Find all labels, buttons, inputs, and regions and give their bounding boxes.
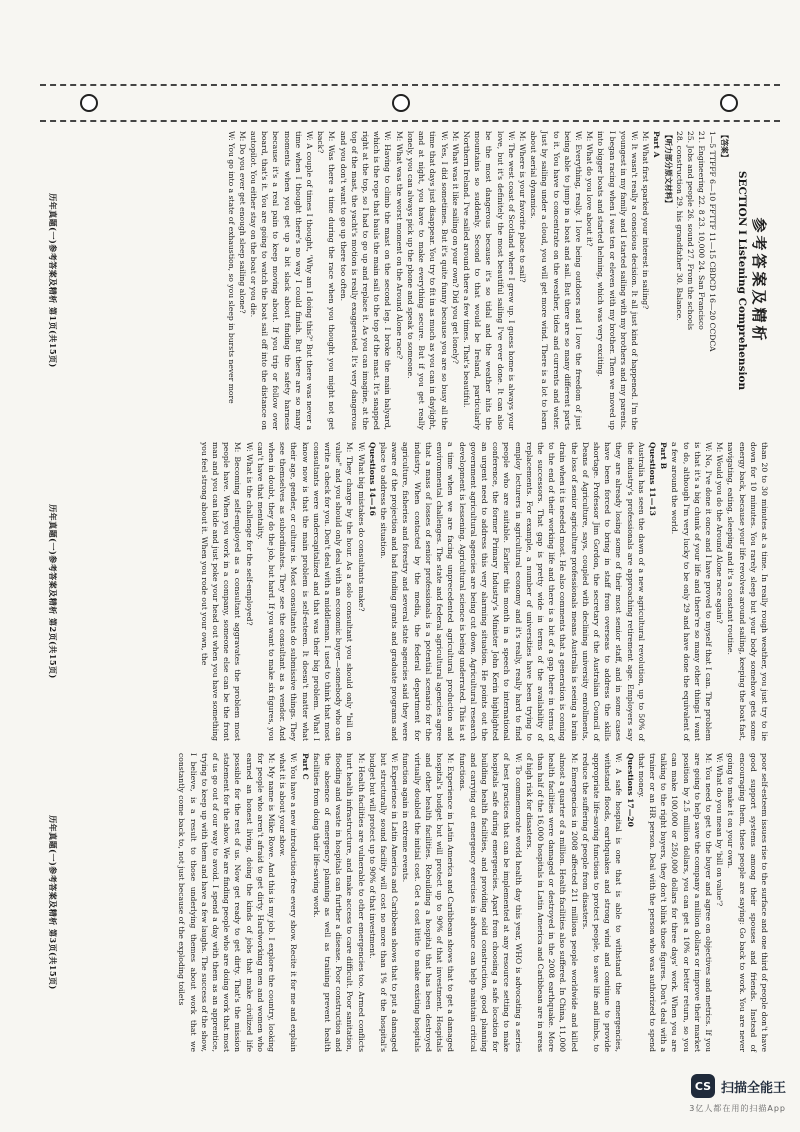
scanner-watermark bbox=[691, 1074, 786, 1098]
column-1-text bbox=[225, 131, 729, 430]
paragraph: W: No, I've done it once and I have proved to myself that I can. The problem is that it's a big chunk of your life and there're so many other things I want to do, although I'm very lucky to be only 29 and have done the equivalent of a few around the world. bbox=[670, 442, 713, 741]
watermark-tagline: 3亿人都在用的扫描App bbox=[689, 1104, 786, 1113]
column-3-text bbox=[176, 753, 770, 1052]
paragraph: 25. Jobs and people 26. sound 27. From the schools bbox=[685, 131, 695, 331]
paragraph: Part A bbox=[652, 131, 662, 158]
page-footer: 历年真题(一)参考答案及精析 第2页(共15页) bbox=[48, 504, 59, 679]
camscanner-logo-icon: CS bbox=[691, 1074, 715, 1098]
paragraph: W: Everything, really. I love being outdoors and I love the freedom of just being able to jump in a boat and sail. But there are so many different parts to it. You have to concentrate on the weather, tides and currents and water. Just by sailing under a cloud, you will get more wind. There is a lot to learn about aerial dynamics. bbox=[529, 131, 583, 430]
paragraph: M: Experience in Latin America and Caribbean shows that to get a damaged hospital's budget but will protect up to 90% of that investment. Hospitals and other health facilities. Rebuilding a hospital that has been destroyed virtually doubled the initial cost. Get a cost little to make existing hospitals function again in extreme events. bbox=[401, 753, 456, 1052]
paragraph: W: You have a new introduction-free every show. Recite it for me and explain what it is about your show. bbox=[278, 753, 299, 1052]
paragraph: W: What do you mean by 'bill on value'? bbox=[715, 753, 725, 907]
paragraph: W: A safe hospital is one that is able to withstand the emergencies, withstand floods, earthquakes and strong wind and continue to provide appropriate life-saving functions to protect people, to save life and limbs, to reduce the suffering of people from disasters. bbox=[580, 753, 624, 1052]
punch-hole-icon bbox=[80, 94, 98, 112]
paragraph: M: What was the worst moment on the Around Alone race? bbox=[394, 131, 404, 360]
paragraph: Questions 14—16 bbox=[367, 442, 377, 516]
paragraph: W: The west coast of Scotland where I grew up. I guess home is always your love, but it's definitely the most beautiful sailing I've ever done. It can also be the most dangerous because it's so tidal and the weather hits the mountains so suddenly. Second to that would be Ireland, particularly Northern Ireland. I've sailed around there a few times. That's beautiful. bbox=[461, 131, 516, 430]
paragraph: M: Health facilities are vulnerable to other emergencies too. Armed conflicts hurt health infrastructure, and make access to care difficult. Poor sanitation, flooding and waste in hospitals can further a disease. Poor construction and the absence of emergency planning as well as training prevent health facilities from doing their life-saving work. bbox=[311, 753, 366, 1052]
column-2 bbox=[45, 436, 770, 747]
paragraph: than 20 to 30 minutes at a time. In really rough weather, you just try to lie down for 10 minutes. You rarely sleep but your body somehow gets some energy back, because your life revolves around sailing, keeping the boat fast, navigating, eating, sleeping and it's a constant routine. bbox=[726, 442, 769, 741]
paragraph: M: Would you do the Around Alone race again? bbox=[715, 442, 725, 624]
rotated-content bbox=[45, 125, 770, 1060]
paragraph: M: Do you ever get enough sleep sailing alone? bbox=[237, 131, 247, 314]
paragraph: M: What was it like sailing on your own? Did you get lonely? bbox=[450, 131, 460, 364]
paragraph: 【听力部分原文材料】 bbox=[663, 131, 673, 207]
page-title: 参考答案及精析 bbox=[750, 217, 768, 344]
paragraph: 1—5 TTFFF 6—10 FFTTF 11—15 CBDCD 16—20 CCDCA bbox=[708, 131, 718, 352]
punch-hole-icon bbox=[392, 94, 410, 112]
paragraph: M: What first sparked your interest in sailing? bbox=[641, 131, 651, 310]
paragraph: M: My name is Mike Rowe. And this is my job. I explore the country, looking for people who aren't afraid to get dirty. Hardworking men and women who earned an honest living, doing the kinds of jobs that make civilized life possible for the rest of us. Now get ready to get dirty. That's the mission statement for the show. We are finding people who are doing work that most of us go out of our way to avoid. I spend a day with them as an apprentice, trying to keep up with them and have a few laughs. The success of the show, I believe, is a result to those underlying themes about work that we constantly come back to, not just because of the exploding toilets bbox=[177, 753, 277, 1052]
watermark-name: 扫描全能王 bbox=[720, 1080, 786, 1096]
paragraph: W: What is the challenge for the self-employed? bbox=[244, 442, 254, 626]
column-2-text bbox=[199, 442, 770, 741]
binding-strip bbox=[40, 84, 780, 122]
column-1 bbox=[45, 125, 770, 436]
paragraph: W: Experience in Latin America and Caribbean shows that to put a damaged but structurally sound facility will cost no more than 1% of the hospital's budget but will protect up to 90% of that investment. bbox=[367, 753, 400, 1052]
paragraph: W: A couple of times I thought, 'Why am I doing this?' But there was never a time when I thought there's no way I could finish. But there are so many moments when you get up a bit slack about finding the safety harness because it's a real pain to keep moving about. If you trip or follow over board, that's it. You are going to watch the boat sail off into the distance on autopilot. You either stay on the boat or you die. bbox=[249, 131, 315, 430]
paragraph: Questions 11—13 bbox=[647, 442, 657, 516]
paragraph: 21. Engineering 22. 8 23. 10,000 24. San Francisco bbox=[697, 131, 707, 330]
page-footer: 历年真题(一)参考答案及精析 第1页(共15页) bbox=[48, 193, 59, 368]
paragraph: Part B bbox=[659, 442, 669, 469]
paragraph: M: You need to get to the buyer and agree on objectives and metrics. If you are going to help save the company a million dollars or improve their market position by 2.5 million dollars, you can get a 10% or better return, so you can make 100,000 or 250,000 dollars for three days' work. When you are talking to the right buyers, they don't blink those figures. Don't deal with a trainer or an HR person. Deal with the person who was authorized to spend that money. bbox=[636, 753, 713, 1052]
page-footer: 历年真题(一)参考答案及精析 第3页(共15页) bbox=[48, 815, 59, 990]
paragraph: M: Becoming self-employed as a consultant aggravates the problem most people have. When you work in a company, someone else can be the front man and you can hide and just poke your head out when you have something you feel strong about it. When you rode out your own, the bbox=[199, 442, 243, 741]
column-3 bbox=[45, 747, 770, 1058]
paragraph: M: Where is your favorite place to sail? bbox=[517, 131, 527, 283]
paragraph: W: What big mistakes do consultants make? bbox=[356, 442, 366, 612]
paragraph: W: You go into a state of exhaustion, so you sleep in bursts never more bbox=[226, 131, 236, 404]
punch-hole-icon bbox=[720, 94, 738, 112]
paragraph: W: Having to climb the mast on the second leg. I broke the main halyard, which is the rope that hauls the main sail to the top of the mast. It's snapped right at the top, so I had to go up and replace it. As you can imagine, at the top of the mast, the yacht's motion is really exaggerated. It's very dangerous and you don't want to go up there too often. bbox=[338, 131, 393, 430]
section-title: SECTION I Listening Comprehension bbox=[735, 170, 748, 391]
paragraph: W: To commemorate world health day this year, WHO is advocating a series of best practices that can be implemented at any resource setting to make hospitals safe during emergencies. Apart from choosing a safe location for building health facilities, and providing solid construction, good planning and carrying out emergency exercises in advance can help maintain critical functions. bbox=[457, 753, 523, 1052]
paragraph: M: They charge by the hour. As a solo consultant you should only "bill on value" and you should only deal with an economic buyer—somebody who can write a check for you. Don't deal with a middleman. I used to think that most consultants were undercapitalized and that was their big problem. What I know now is that the main problem is self-esteem. It doesn't matter what their age, gender, or culture is. Most consultants do submissive things. They see themselves as subordinates. They see the consultant as a vendor. And when in doubt, they do the job, but hard. If you want to make six figures, you can't have that mentality. bbox=[255, 442, 355, 741]
paragraph: M: What do you love about it? bbox=[585, 131, 595, 247]
paragraph: poor self-esteem issues rise to the surface and one third of people don't have good support systems among their spouses and friends. Instead of encouraging them, these people are saying: Go back to work. You are never going to make it on your own. bbox=[726, 753, 769, 1052]
paragraph: W: It wasn't really a conscious decision. It all just kind of happened. I'm the youngest in my family and I started sailing with my brothers and my parents. I began racing when I was ten or eleven with my brother. Then we moved up into bigger boats and started helming, which was very exciting. bbox=[596, 131, 639, 430]
paragraph: Australia has seen the dawn of a new agricultural revolution, up to 50% of the industry's professionals are approaching retirement age. Employers say they are already losing some of their most senior staff, and in some cases have been forced to bring in staff from overseas to address the skills shortage. Professor Jim Gordon, the secretary of the Australian Council of Deans of Agriculture, says, coupled with declining university enrollments, the loss of senior agriculture professionals means Australia is seeing a brain drain when it is needed most. He also comments that a generation is coming to the end of their working life and there is a bit of a gap there in terms of the successors. That gap is pretty wide in terms of the availability of replacements. For example, a number of universities have been trying to employ lecturers in agricultural economy and it's really, really hard to find people who are suitable. Earlier this month in a speech to international conference, the former Primary Industry's Minister John Kerin highlighted an urgent need to address this very alarming situation. He points out the government agricultural agencies are being cut down. Agricultural research development is lessening. Agricultural science is being underrated. This is at a time when we are facing unprecedented agricultural production and environmental challenges. The state and federal agricultural agencies agree that a mass of losses of senior professionals is a potential scenario for the industry. When contacted by the media, the federal department for agriculture, fisheries and forestry and several state agencies said they were aware of the projection and had funding grants and graduate programs and place to address the situation. bbox=[379, 442, 646, 741]
paragraph: Questions 17—20 bbox=[625, 753, 635, 827]
paragraph: W: Yes, I did sometimes. But it's quite funny because you are so busy all the time that days just disappear. You try to fit in as much as you can in daylight, and at night, you have to make everything secure. But if you get really lonely, you can always pick up the phone and speak to someone. bbox=[405, 131, 449, 430]
paragraph: Part C bbox=[300, 753, 310, 780]
paragraph: M: Was there a time during the race when you thought you might not get back? bbox=[316, 131, 337, 430]
paragraph: M: Emergencies in 2008 affected 211 millions people worldwide and killed almost a quarter of a million. Health facilities also suffered. In China, 11,000 health facilities were damaged or destroyed in the 2008 earthquake. More than half of the 16,000 hospitals in Latin America and Caribbean are in areas of high risk for disasters. bbox=[524, 753, 579, 1052]
paragraph: 【答案】 bbox=[719, 131, 729, 162]
paragraph: 28. construction 29. his grandfather 30. Balance. bbox=[674, 131, 684, 321]
